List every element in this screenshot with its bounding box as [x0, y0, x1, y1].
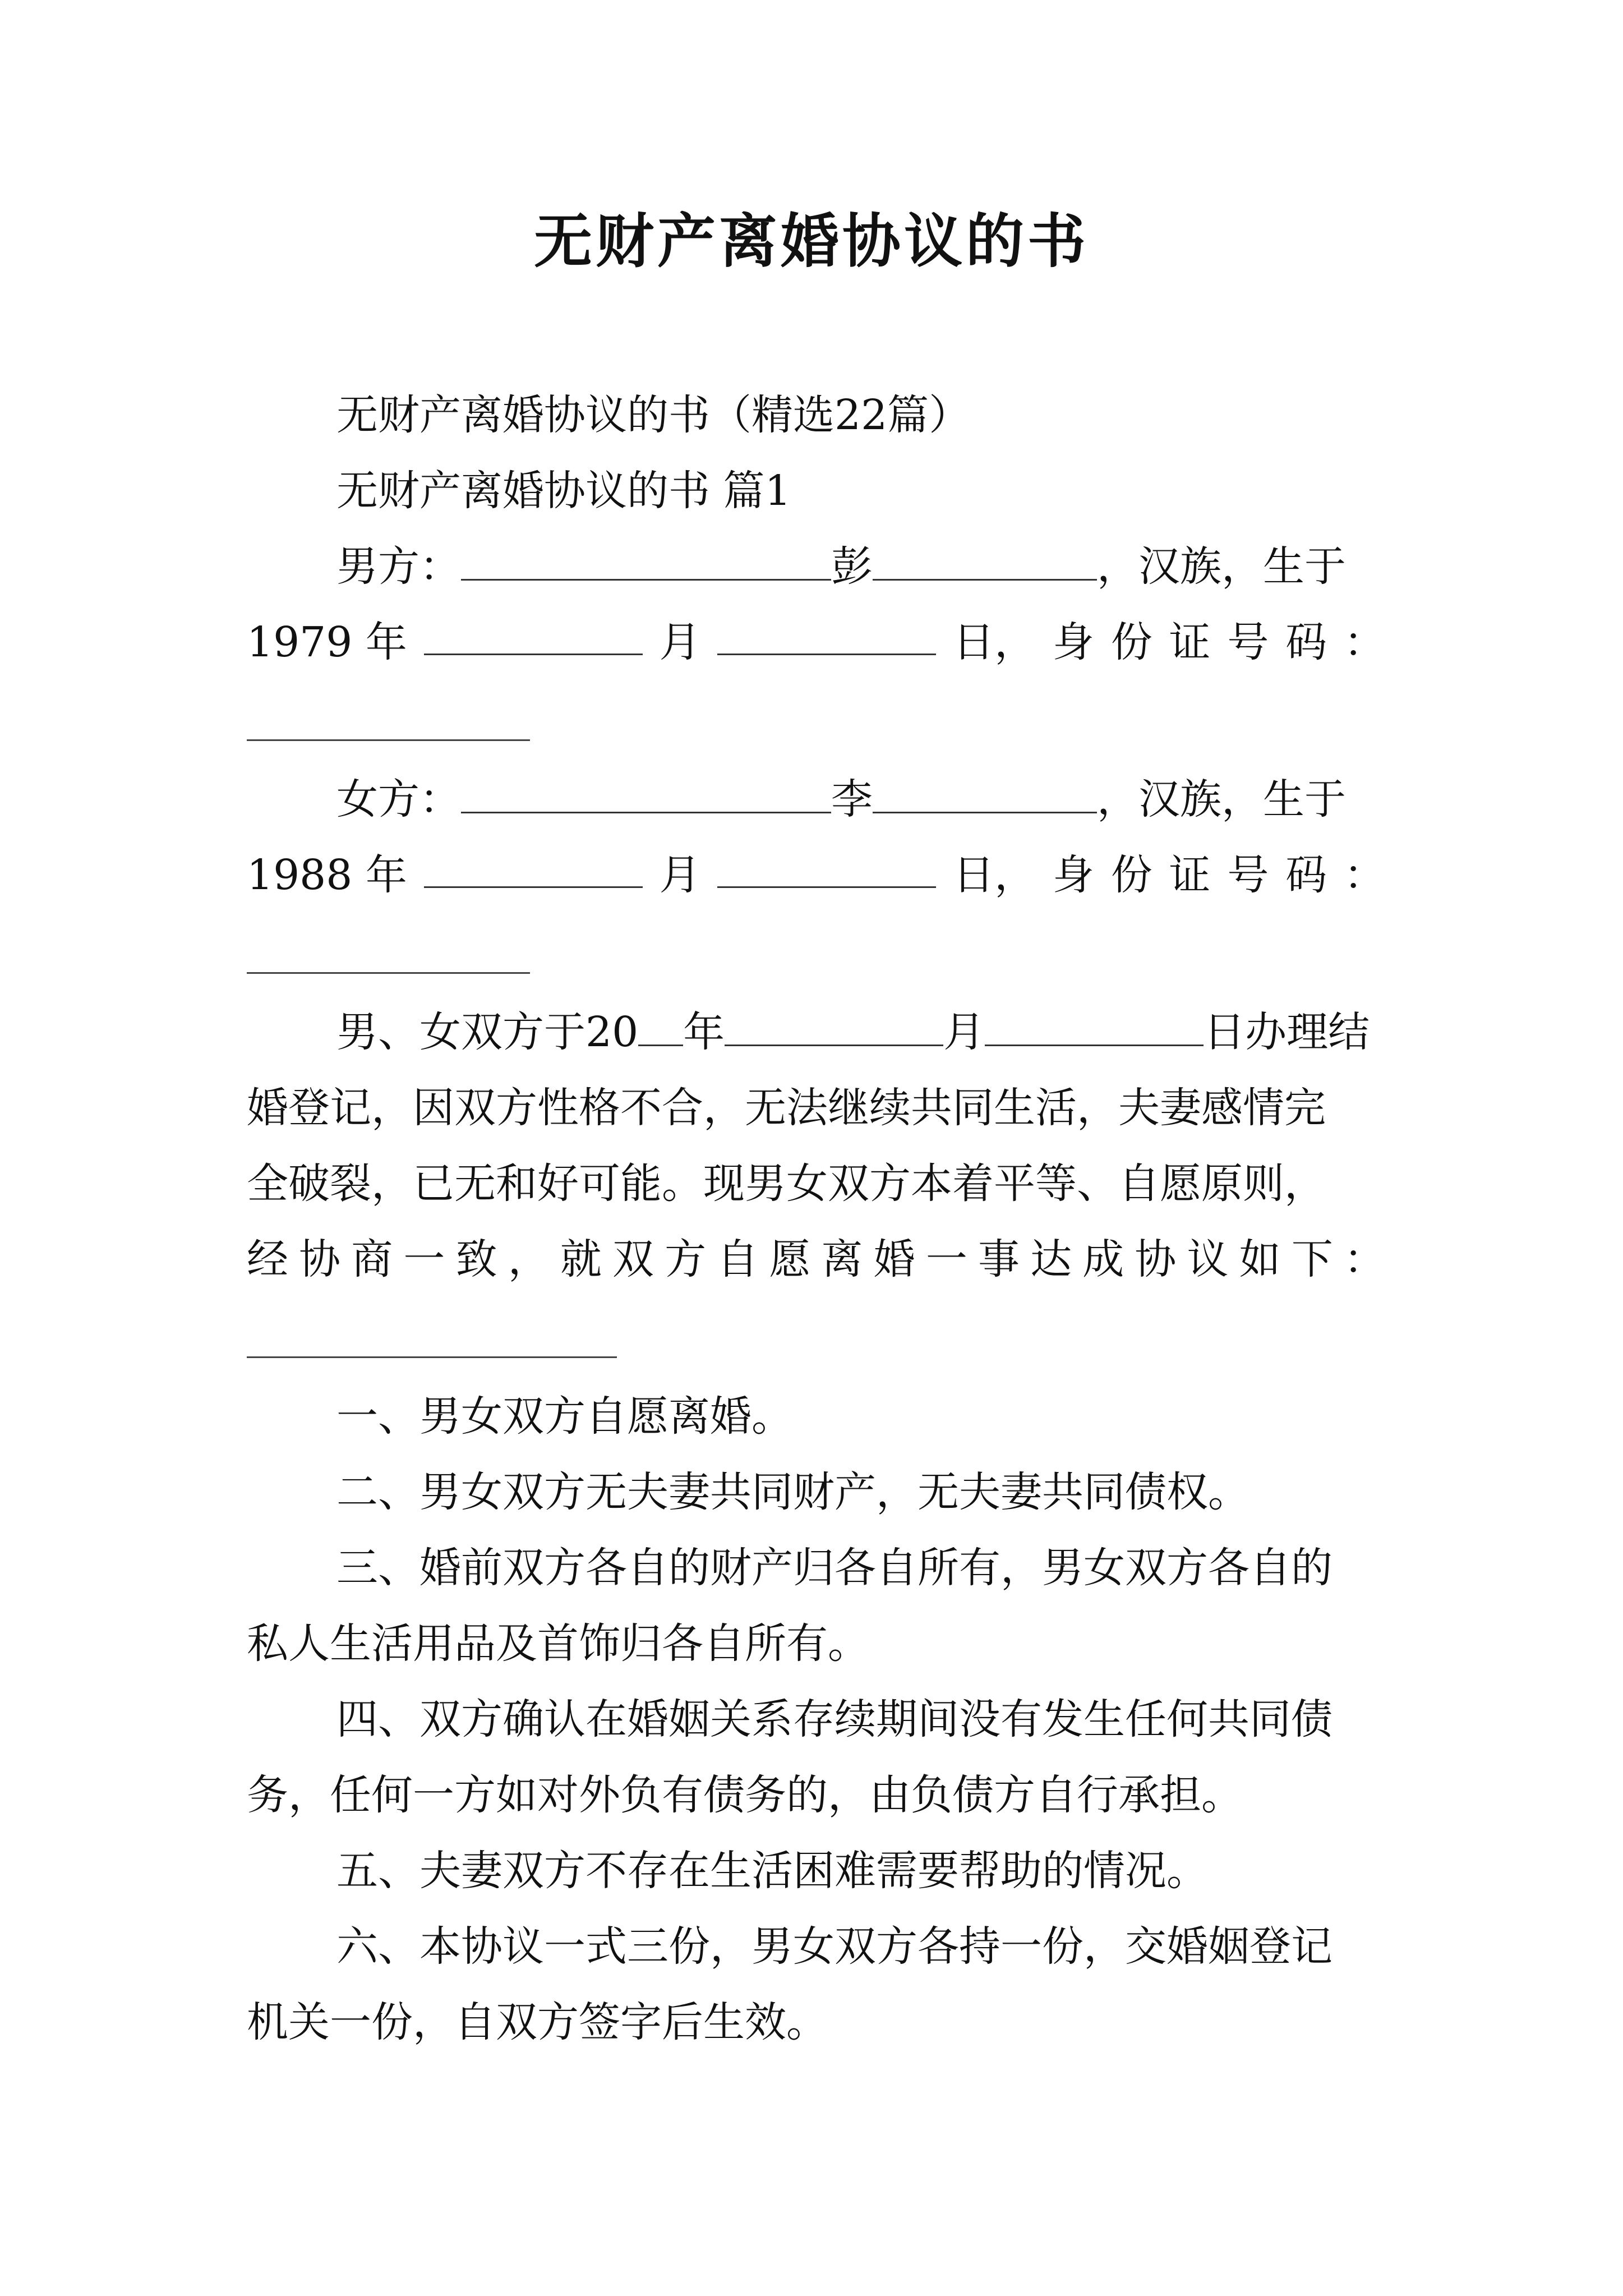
man-surname: 彭	[831, 542, 873, 591]
clause-1: 一、男女双方自愿离婚。	[336, 1392, 793, 1441]
clause-3-line-2: 私人生活用品及首饰归各自所有。	[247, 1619, 869, 1668]
id-label-char: 证	[1169, 851, 1211, 899]
id-label-char: 证	[1169, 618, 1211, 666]
id-label-char: 码	[1285, 851, 1327, 899]
woman-line-1	[336, 771, 1346, 827]
id-label-char: 码	[1285, 618, 1327, 666]
intro-trailing-blank	[247, 1356, 617, 1358]
man-line-2	[247, 614, 1385, 670]
id-label-char: 份	[1110, 618, 1152, 666]
woman-id-blank	[247, 972, 530, 974]
man-year: 1979 年	[247, 618, 407, 666]
woman-month-blank	[424, 847, 643, 888]
man-day-blank	[717, 614, 936, 655]
man-ethnicity: ，汉族，生于	[1097, 542, 1346, 591]
clause-5: 五、夫妻双方不存在生活困难需要帮助的情况。	[336, 1847, 1208, 1895]
article-heading: 无财产离婚协议的书 篇1	[336, 467, 791, 515]
intro-line-3: 全破裂，已无和好可能。现男女双方本着平等、自愿原则，	[247, 1159, 1326, 1208]
clause-6-line-2: 机关一份，自双方签字后生效。	[247, 1998, 828, 2046]
man-name-blank-2	[873, 540, 1097, 581]
man-month-blank	[424, 614, 643, 655]
man-month-unit: 月	[659, 618, 701, 666]
woman-day-unit: 日，	[953, 851, 1036, 899]
id-label-char: 份	[1110, 851, 1152, 899]
subtitle: 无财产离婚协议的书（精选22篇）	[336, 391, 971, 439]
clause-4-line-2: 务，任何一方如对外负有债务的，由负债方自行承担。	[247, 1771, 1243, 1819]
id-label-char: 号	[1227, 851, 1269, 899]
woman-ethnicity: ，汉族，生于	[1097, 775, 1346, 823]
id-label-char: ：	[1343, 851, 1385, 899]
day-blank	[985, 1005, 1204, 1046]
id-label-char: 号	[1227, 618, 1269, 666]
clause-6-line-1: 六、本协议一式三份，男女双方各持一份，交婚姻登记	[336, 1922, 1332, 1971]
clause-4-line-1: 四、双方确认在婚姻关系存续期间没有发生任何共同债	[336, 1695, 1332, 1743]
clause-3-line-1: 三、婚前双方各自的财产归各自所有，男女双方各自的	[336, 1544, 1332, 1592]
woman-line-2	[247, 847, 1385, 903]
intro-line-1: 男、女双方于20 年 月 日办理结	[336, 1004, 1370, 1060]
month-blank	[725, 1005, 943, 1046]
document-title: 无财产离婚协议的书	[533, 206, 1089, 275]
intro-line-2: 婚登记，因双方性格不合，无法继续共同生活，夫妻感情完	[247, 1084, 1326, 1132]
man-day-unit: 日，	[953, 618, 1036, 666]
year-blank	[638, 1005, 683, 1046]
woman-month-unit: 月	[659, 851, 701, 899]
man-label: 男方：	[336, 542, 461, 591]
clause-2: 二、男女双方无夫妻共同财产，无夫妻共同债权。	[336, 1468, 1249, 1516]
man-id-blank	[247, 739, 530, 741]
id-label-char: ：	[1343, 618, 1385, 666]
woman-name-blank-2	[873, 772, 1097, 813]
woman-surname: 李	[831, 775, 873, 823]
intro-line-4: 经 协 商 一 致 ， 就 双 方 自 愿 离 婚 一 事 达 成 协 议 如 下 ：	[247, 1235, 1385, 1283]
man-line-1	[336, 539, 1346, 595]
woman-label: 女方：	[336, 775, 461, 823]
woman-day-blank	[717, 847, 936, 888]
woman-name-blank	[461, 772, 831, 813]
woman-year: 1988 年	[247, 851, 407, 899]
man-name-blank	[461, 540, 831, 581]
id-label-char: 身	[1052, 618, 1094, 666]
id-label-char: 身	[1052, 851, 1094, 899]
